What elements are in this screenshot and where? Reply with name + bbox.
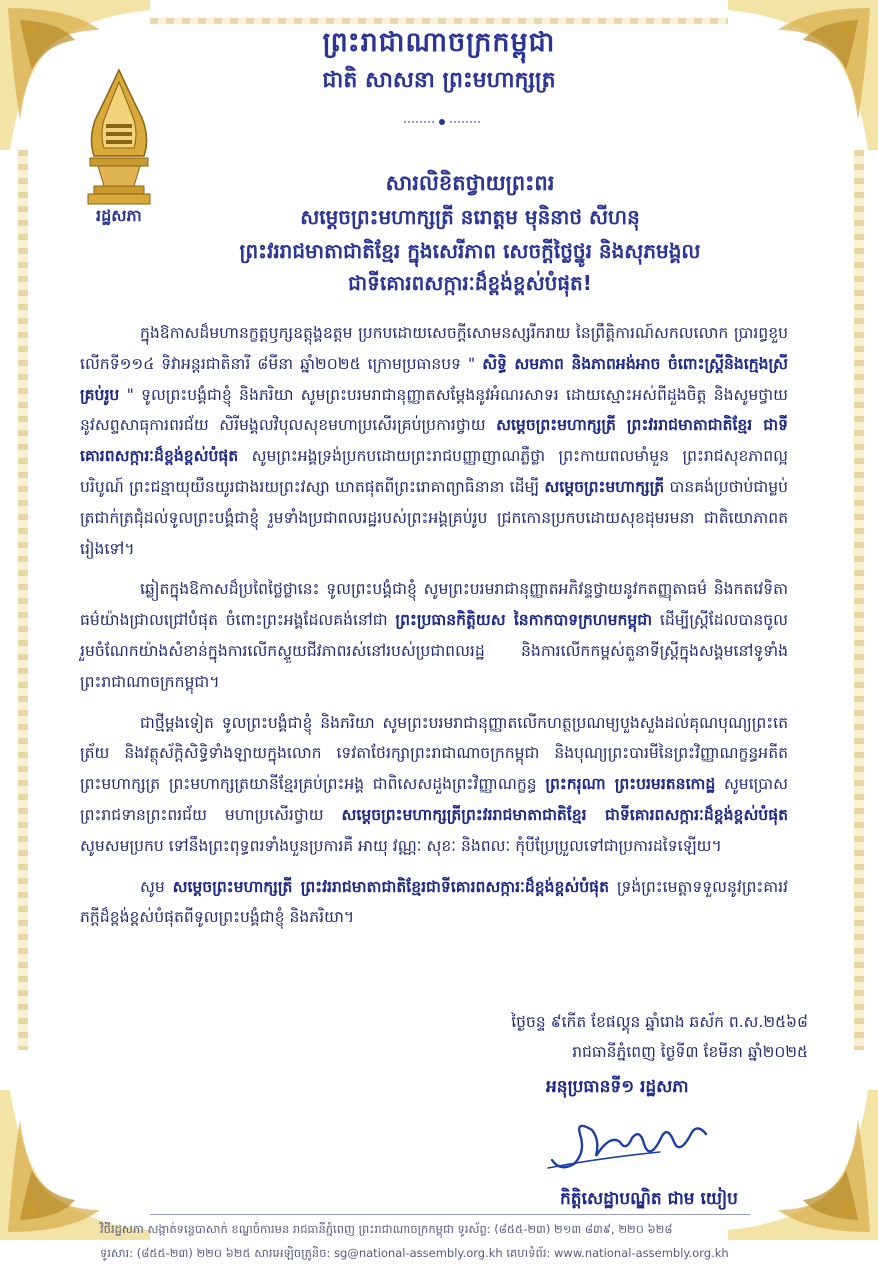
body-paragraph xyxy=(80,708,788,862)
body-text: សូមសមប្រកប ទៅនឹងព្រះពុទ្ធពរទាំងបួនប្រការគឺ អាយុ វណ្ណៈ សុខៈ និងពលៈ កុំបីប្រែប្រួលទៅជាប្រការដទៃឡើយ។ xyxy=(80,836,722,855)
corner-ornament-bottom-left xyxy=(0,1090,150,1240)
emphasized-text: ព្រះករុណា ព្រះបរមរតនកោដ្ឋ xyxy=(545,775,716,794)
emphasized-text: សម្តេចព្រះមហាក្សត្រីព្រះវររាជមាតាជាតិខ្មែរ ជាទីគោរពសក្ការៈដ៏ខ្ពង់ខ្ពស់បំផុត xyxy=(341,805,788,824)
body-text: ឆ្លៀតក្នុងឱកាសដ៏ប្រពៃថ្លៃថ្លានេះ ទូលព្រះបង្គំជាខ្ញុំ សូមព្រះបរមរាជានុញ្ញាតអភិវន្ទថ្វាយនូវកតញ្ញុតាធម៌ និងកតវេទិតាធម៌យ៉ាងជ្រាលជ្រៅបំផុត ចំពោះព្រះអង្គដែលគង់នៅជា xyxy=(80,580,788,630)
footer-address: វិថីរដ្ឋសភា សង្កាត់ទន្លេបាសាក់ ខណ្ឌចំការមន រាជធានីភ្នំពេញ ព្រះរាជាណាចក្រកម្ពុជា ទូរស័ព្ទ: (៨៥៥-២៣) ២១៣ ៨៣៩, ២២០ ៦២៨ xyxy=(100,1222,673,1236)
body-text: បានគង់ប្រថាប់ជាម្លប់ត្រជាក់ត្រជុំដល់ទូលព្រះបង្គំជាខ្ញុំ រួមទាំងប្រជាពលរដ្ឋរបស់ព្រះអង្គគ្រប់រូប ជ្រកកោនប្រកបដោយសុខដុមរមនា ជាតិយោភាពតរៀងទៅ។ xyxy=(80,477,788,558)
letter-recipient-honorific: ជាទីគោរពសក្ការៈដ៏ខ្ពង់ខ្ពស់បំផុត! xyxy=(348,271,592,295)
body-text: ដើម្បីស្ត្រីដែលបានចូលរួមចំណែកយ៉ាងសំខាន់ក្នុងការលើកស្ទួយជីវភាពរស់នៅរបស់ប្រជាពលរដ្ឋ និងការលើកកម្ពស់តួនាទីស្ត្រីក្នុងសង្គមនៅទូទាំងព្រះរាជាណាចក្រកម្ពុជា។ xyxy=(80,611,788,691)
emphasized-text: សម្តេចព្រះមហាក្សត្រី xyxy=(544,477,665,496)
header-divider-ornament xyxy=(404,118,480,126)
emphasized-text: ព្រះប្រធានកិត្តិយស នៃកាកបាទក្រហមកម្ពុជា xyxy=(395,611,653,630)
right-ornament-band xyxy=(854,150,864,1050)
kingdom-heading: ព្រះរាជាណាចក្រកម្ពុជា xyxy=(322,27,556,58)
place-and-date: រាជធានីភ្នំពេញ ថ្ងៃទី៣ ខែមីនា ឆ្នាំ២០២៥ xyxy=(572,1043,808,1061)
emphasized-text: សិទ្ធិ សមភាព និងភាពអង់អាច ចំពោះស្ត្រីនិងក្មេងស្រីគ្រប់រូប xyxy=(80,354,788,404)
footer-divider xyxy=(150,1214,750,1215)
signatory-title: អនុប្រធានទី១ រដ្ឋសភា xyxy=(546,1077,689,1097)
body-text: ជាថ្មីម្តងទៀត ទូលព្រះបង្គំជាខ្ញុំ និងភរិយា សូមព្រះបរមរាជានុញ្ញាតលើកហត្ថប្រណម្យបួងសួងដល់គុណបុណ្យព្រះតេត្រ័យ និងវត្ថុស័ក្តិសិទ្ធិទាំងឡាយក្នុងលោក ទេវតាថែរក្សាព្រះរាជាណាចក្រកម្ពុជា និងបុណ្យព្រះបារមីនៃព្រះវិញ្ញាណក្ខន្ធអតីតព្រះមហាក្សត្រ ព្រះមហាក្សត្រយានីខ្មែរគ្រប់ព្រះអង្គ ជាពិសេសដួងព្រះវិញ្ញាណក្ខន្ធ xyxy=(80,713,788,794)
lunar-date: ថ្ងៃចន្ទ ៩កើត ខែផល្គុន ឆ្នាំរោង ឆស័ក ព.ស.២៥៦៨ xyxy=(511,1013,808,1031)
left-ornament-band xyxy=(18,150,28,1050)
emblem-label: រដ្ឋសភា xyxy=(96,206,142,225)
national-motto: ជាតិ សាសនា ព្រះមហាក្សត្រ xyxy=(322,68,556,93)
top-ornament-band xyxy=(150,18,728,24)
letter-recipient-title: ព្រះវររាជមាតាជាតិខ្មែរ ក្នុងសេរីភាព សេចក្តីថ្លៃថ្នូរ និងសុភមង្គល xyxy=(239,239,701,263)
body-text: សូមព្រះអង្គទ្រង់ប្រកបដោយព្រះរាជបញ្ញាញាណភ្លឺថ្លា ព្រះកាយពលមាំមួន ព្រះរាជសុខភាពល្អបរិបូណ៍ ព្រះជន្មាយុយឺនយូរជាងរយព្រះវស្សា ឃាតផុតពីព្រះរោគាព្យាធិនានា ដើម្បី xyxy=(80,447,788,496)
emphasized-text: សម្តេចព្រះមហាក្សត្រី ព្រះវររាជមាតាជាតិខ្មែរ ជាទីគោរពសក្ការៈដ៏ខ្ពង់ខ្ពស់បំផុត xyxy=(80,416,789,466)
handwritten-signature xyxy=(540,1112,720,1182)
footer-contact: ទូរសារ: (៨៥៥-២៣) ២២០ ៦២៥ សារអេឡិចត្រូនិច: sg@national-assembly.org.kh គេហទំព័រ: www.national-assembly.org.kh xyxy=(100,1246,729,1260)
corner-ornament-bottom-right xyxy=(728,1090,878,1240)
letter-recipient-name: សម្តេចព្រះមហាក្សត្រី នរោត្តម មុនិនាថ សីហនុ xyxy=(300,205,640,229)
letter-title: សារលិខិតថ្វាយព្រះពរ xyxy=(385,171,555,195)
body-text: សូមប្រោសព្រះរាជទានព្រះពរជ័យ មហាប្រសើរថ្វាយ xyxy=(80,775,788,824)
body-text: ទ្រង់ព្រះមេត្តាទទួលនូវព្រះគារវភក្តីដ៏ខ្ពង់ខ្ពស់បំផុតពីទូលព្រះបង្គំជាខ្ញុំ និងភរិយា។ xyxy=(80,877,788,927)
body-paragraph xyxy=(80,872,788,934)
body-text: ក្នុងឱកាសដ៏មហានក្ខត្តឫក្សឧត្តុង្គឧត្តម ប្រកបដោយសេចក្តីសោមនស្សរីករាយ នៃព្រឹត្តិការណ៍សកលលោក ប្រារព្ធខួបលើកទី១១៤ ទិវាអន្តរជាតិនារី ៨មីនា ឆ្នាំ២០២៥ ក្រោមប្រធានបទ " xyxy=(80,324,788,373)
body-text: " ទូលព្រះបង្គំជាខ្ញុំ និងភរិយា សូមព្រះបរមរាជានុញ្ញាតសម្តែងនូវអំណរសាទរ ដោយស្មោះអស់ពីដួងចិត្ត និងសូមថ្វាយនូវសព្ទសាធុការពរជ័យ សិរីមង្គលវិបុលសុខមហាប្រសើរគ្រប់ប្រការថ្វាយ xyxy=(80,385,788,435)
body-paragraph xyxy=(80,318,788,564)
emphasized-text: សម្តេចព្រះមហាក្សត្រី ព្រះវររាជមាតាជាតិខ្មែរជាទីគោរពសក្ការៈដ៏ខ្ពង់ខ្ពស់បំផុត xyxy=(172,877,609,896)
body-paragraph xyxy=(80,574,788,697)
signatory-name: កិត្តិសេដ្ឋាបណ្ឌិត ជាម យៀប xyxy=(560,1189,738,1209)
letter-body xyxy=(80,318,788,943)
body-text: សូម xyxy=(140,877,173,896)
